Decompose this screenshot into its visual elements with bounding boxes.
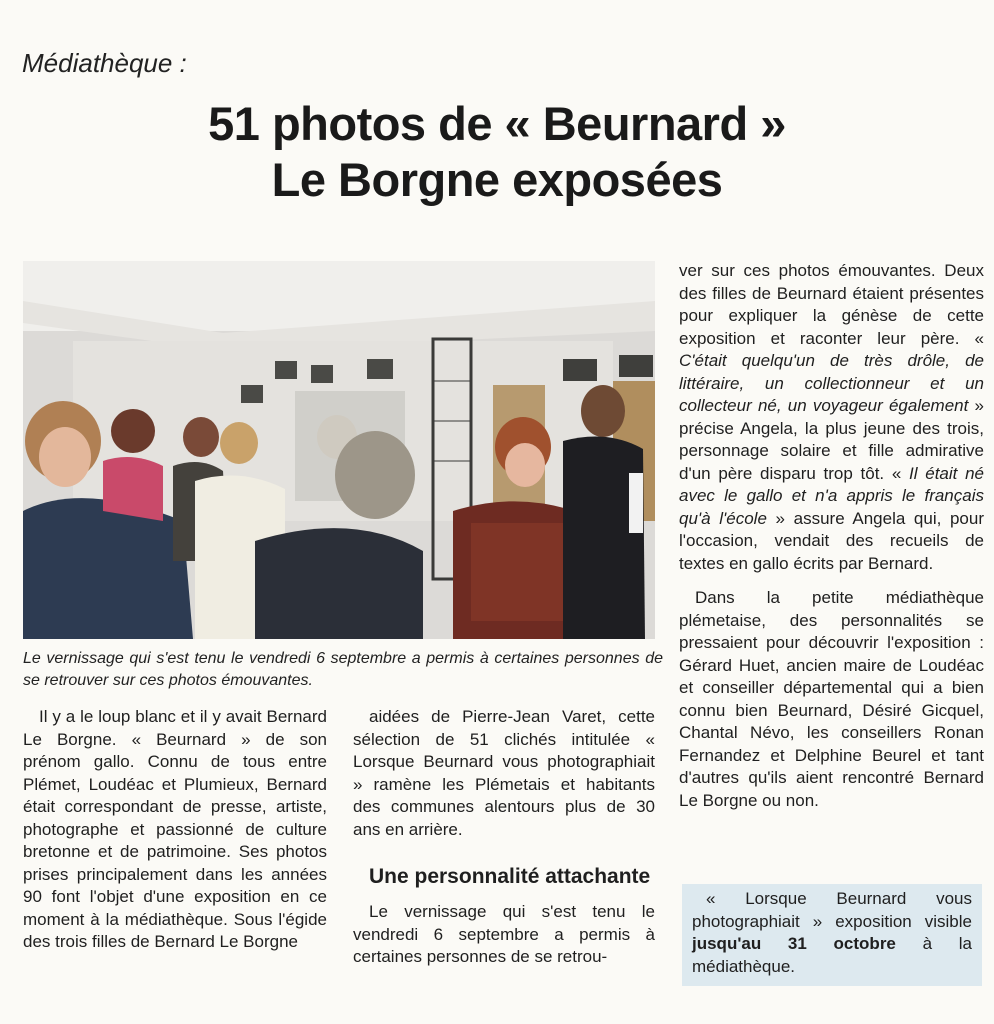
section-subheading: Une personnalité attachante xyxy=(369,865,651,888)
photo-caption: Le vernissage qui s'est tenu le vendredi 6 septembre a permis à certaines personnes de se retrouver sur ces photos émouvantes. xyxy=(23,650,663,689)
angela-quote-1: C'était quelqu'un de très drôle, de littéraire, un collectionneur et un collecteur né, un voyageur également xyxy=(679,351,984,415)
article-headline xyxy=(0,96,994,208)
info-box-text xyxy=(682,884,982,978)
headline-line-2: Le Borgne exposées xyxy=(271,153,723,206)
angela-quote-2: Il était né avec le gallo et n'a appris le français qu'à l'école xyxy=(679,463,984,528)
article-photo xyxy=(23,261,655,639)
column-3-paragraph-2: Dans la petite médiathèque plémetaise, des personnalités se pressaient pour découvrir l'exposition : Gérard Huet, ancien maire de Loudéac et conseiller départemental qui a bien connu bien Beurnard, Désiré Gicquel, Chantal Névo, les conseillers Ronan Fernandez et Delphine Beurel et tant d'autres qu'ils aient rencontré Bernard Le Borgne ou non. xyxy=(679,588,984,810)
column-3-text-start: ver sur ces photos émouvantes. Deux des filles de Beurnard étaient présentes pour expliquer la génèse de cette exposition et raconter leur père. « xyxy=(679,261,984,348)
article-column-2 xyxy=(353,706,655,969)
article-kicker: Médiathèque : xyxy=(22,48,187,78)
info-box-date: jusqu'au 31 octobre xyxy=(692,934,896,953)
exhibition-info-box xyxy=(682,884,982,986)
column-1-paragraph: Il y a le loup blanc et il y avait Bernard Le Borgne. « Beurnard » de son prénom gallo. Connu de tous entre Plémet, Loudéac et Plumieux, Bernard était correspondant de presse, artiste, photographe et passionné de culture bretonne et de patrimoine. Ses photos prises principalement dans les années 90 font l'objet d'une exposition en ce moment à la médiathèque. Sous l'égide des trois filles de Bernard Le Borgne xyxy=(23,707,327,951)
column-3-text-end: » assure Angela qui, pour l'occasion, vendait des recueils de textes en gallo écrits par Bernard. xyxy=(679,508,985,573)
column-3-text-mid: » précise Angela, la plus jeune des trois, personnage solaire et fille admirative d'un père disparu trop tôt. « xyxy=(679,396,984,483)
info-box-text-end: à la médiathèque. xyxy=(692,934,972,976)
column-2-paragraph-1: aidées de Pierre-Jean Varet, cette sélection de 51 clichés intitulée « Lorsque Beurnard vous photographiait » ramène les Plémetais et habitants des communes alentours plus de 30 ans en arrière. xyxy=(353,707,655,839)
article-column-3 xyxy=(679,260,984,812)
column-2-paragraph-2: Le vernissage qui s'est tenu le vendredi 6 septembre a permis à certaines personnes de se retrou- xyxy=(353,902,655,966)
vernissage-photo-illustration xyxy=(23,261,655,639)
column-3-paragraph-1 xyxy=(679,260,984,575)
article-column-1 xyxy=(23,706,327,954)
headline-line-1: 51 photos de « Beurnard » xyxy=(208,97,786,150)
info-box-text-start: « Lorsque Beurnard vous photographiait » exposition visible xyxy=(692,889,972,931)
